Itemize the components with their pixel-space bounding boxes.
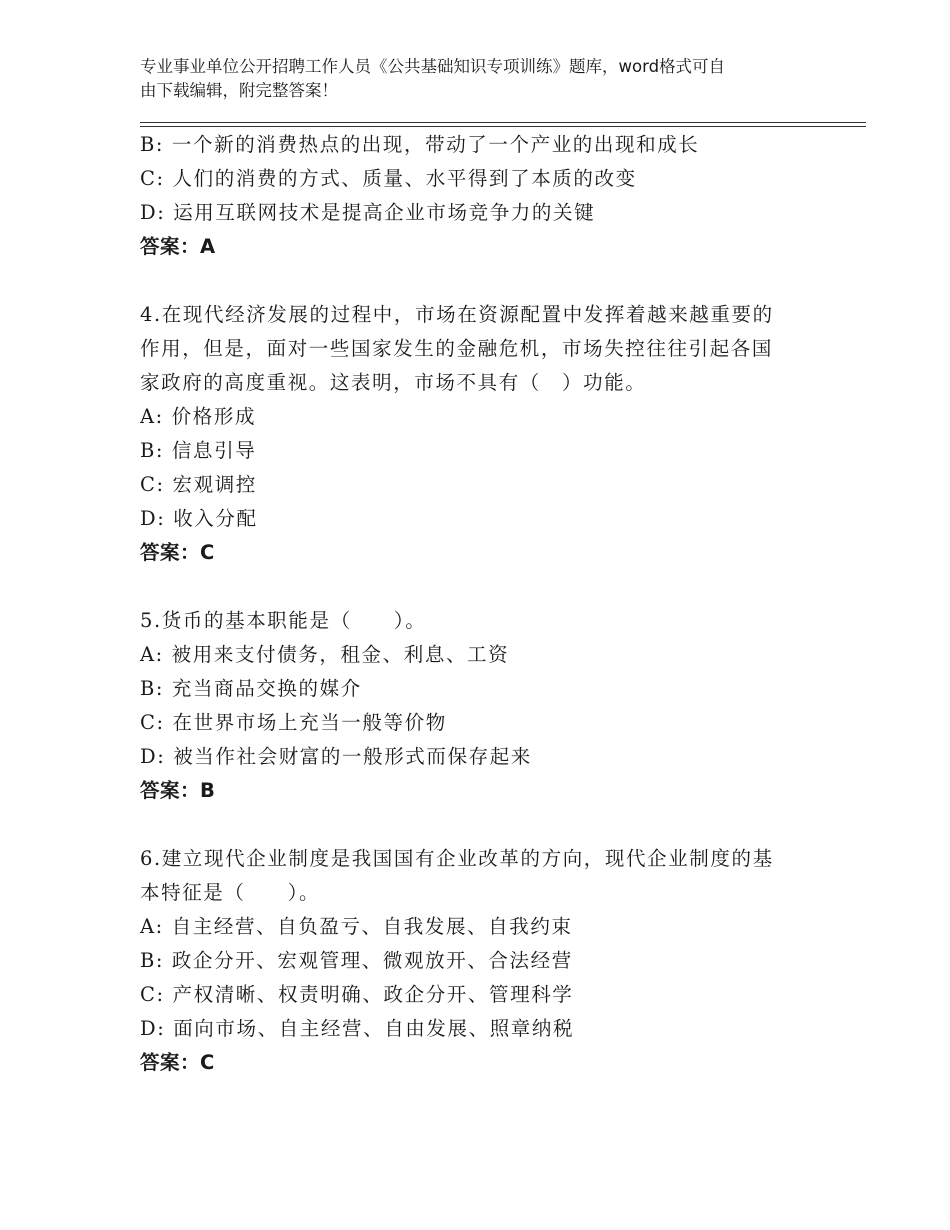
option-a: A: 价格形成 — [140, 405, 257, 428]
question-6-block — [140, 842, 820, 1080]
question-stem: 6.建立现代企业制度是我国国有企业改革的方向，现代企业制度的基 — [140, 847, 774, 870]
option-c: C: 人们的消费的方式、质量、水平得到了本质的改变 — [140, 167, 637, 190]
option-d: D: 面向市场、自主经营、自由发展、照章纳税 — [140, 1017, 575, 1040]
question-stem: 作用，但是，面对一些国家发生的金融危机，市场失控往往引起各国 — [140, 337, 774, 360]
option-a: A: 自主经营、自负盈亏、自我发展、自我约束 — [140, 915, 573, 938]
question-stem: 4.在现代经济发展的过程中，市场在资源配置中发挥着越来越重要的 — [140, 303, 774, 326]
question-stem: 本特征是（ ）。 — [140, 881, 321, 904]
question-5-block — [140, 604, 820, 808]
page-header — [140, 55, 810, 103]
option-b: B: 一个新的消费热点的出现，带动了一个产业的出现和成长 — [140, 133, 700, 156]
question-content — [140, 128, 820, 1080]
answer-line: 答案：C — [140, 541, 215, 564]
header-rule-bottom — [140, 126, 866, 127]
answer-line: 答案：C — [140, 1051, 215, 1074]
option-d: D: 被当作社会财富的一般形式而保存起来 — [140, 745, 532, 768]
question-4-block — [140, 298, 820, 570]
header-line-1: 专业事业单位公开招聘工作人员《公共基础知识专项训练》题库，word格式可自 — [140, 57, 726, 76]
question-stem: 家政府的高度重视。这表明，市场不具有（ ）功能。 — [140, 371, 647, 394]
prev-question-block — [140, 128, 820, 264]
option-d: D: 运用互联网技术是提高企业市场竞争力的关键 — [140, 201, 596, 224]
option-d: D: 收入分配 — [140, 507, 258, 530]
option-b: B: 信息引导 — [140, 439, 257, 462]
option-c: C: 宏观调控 — [140, 473, 257, 496]
answer-line: 答案：A — [140, 235, 216, 258]
header-line-2: 由下载编辑，附完整答案！ — [140, 81, 338, 100]
header-rule-top — [140, 122, 866, 123]
option-b: B: 充当商品交换的媒介 — [140, 677, 362, 700]
option-b: B: 政企分开、宏观管理、微观放开、合法经营 — [140, 949, 573, 972]
question-stem: 5.货币的基本职能是（ ）。 — [140, 609, 427, 632]
option-a: A: 被用来支付债务，租金、利息、工资 — [140, 643, 510, 666]
option-c: C: 在世界市场上充当一般等价物 — [140, 711, 447, 734]
option-c: C: 产权清晰、权责明确、政企分开、管理科学 — [140, 983, 574, 1006]
answer-line: 答案：B — [140, 779, 216, 802]
